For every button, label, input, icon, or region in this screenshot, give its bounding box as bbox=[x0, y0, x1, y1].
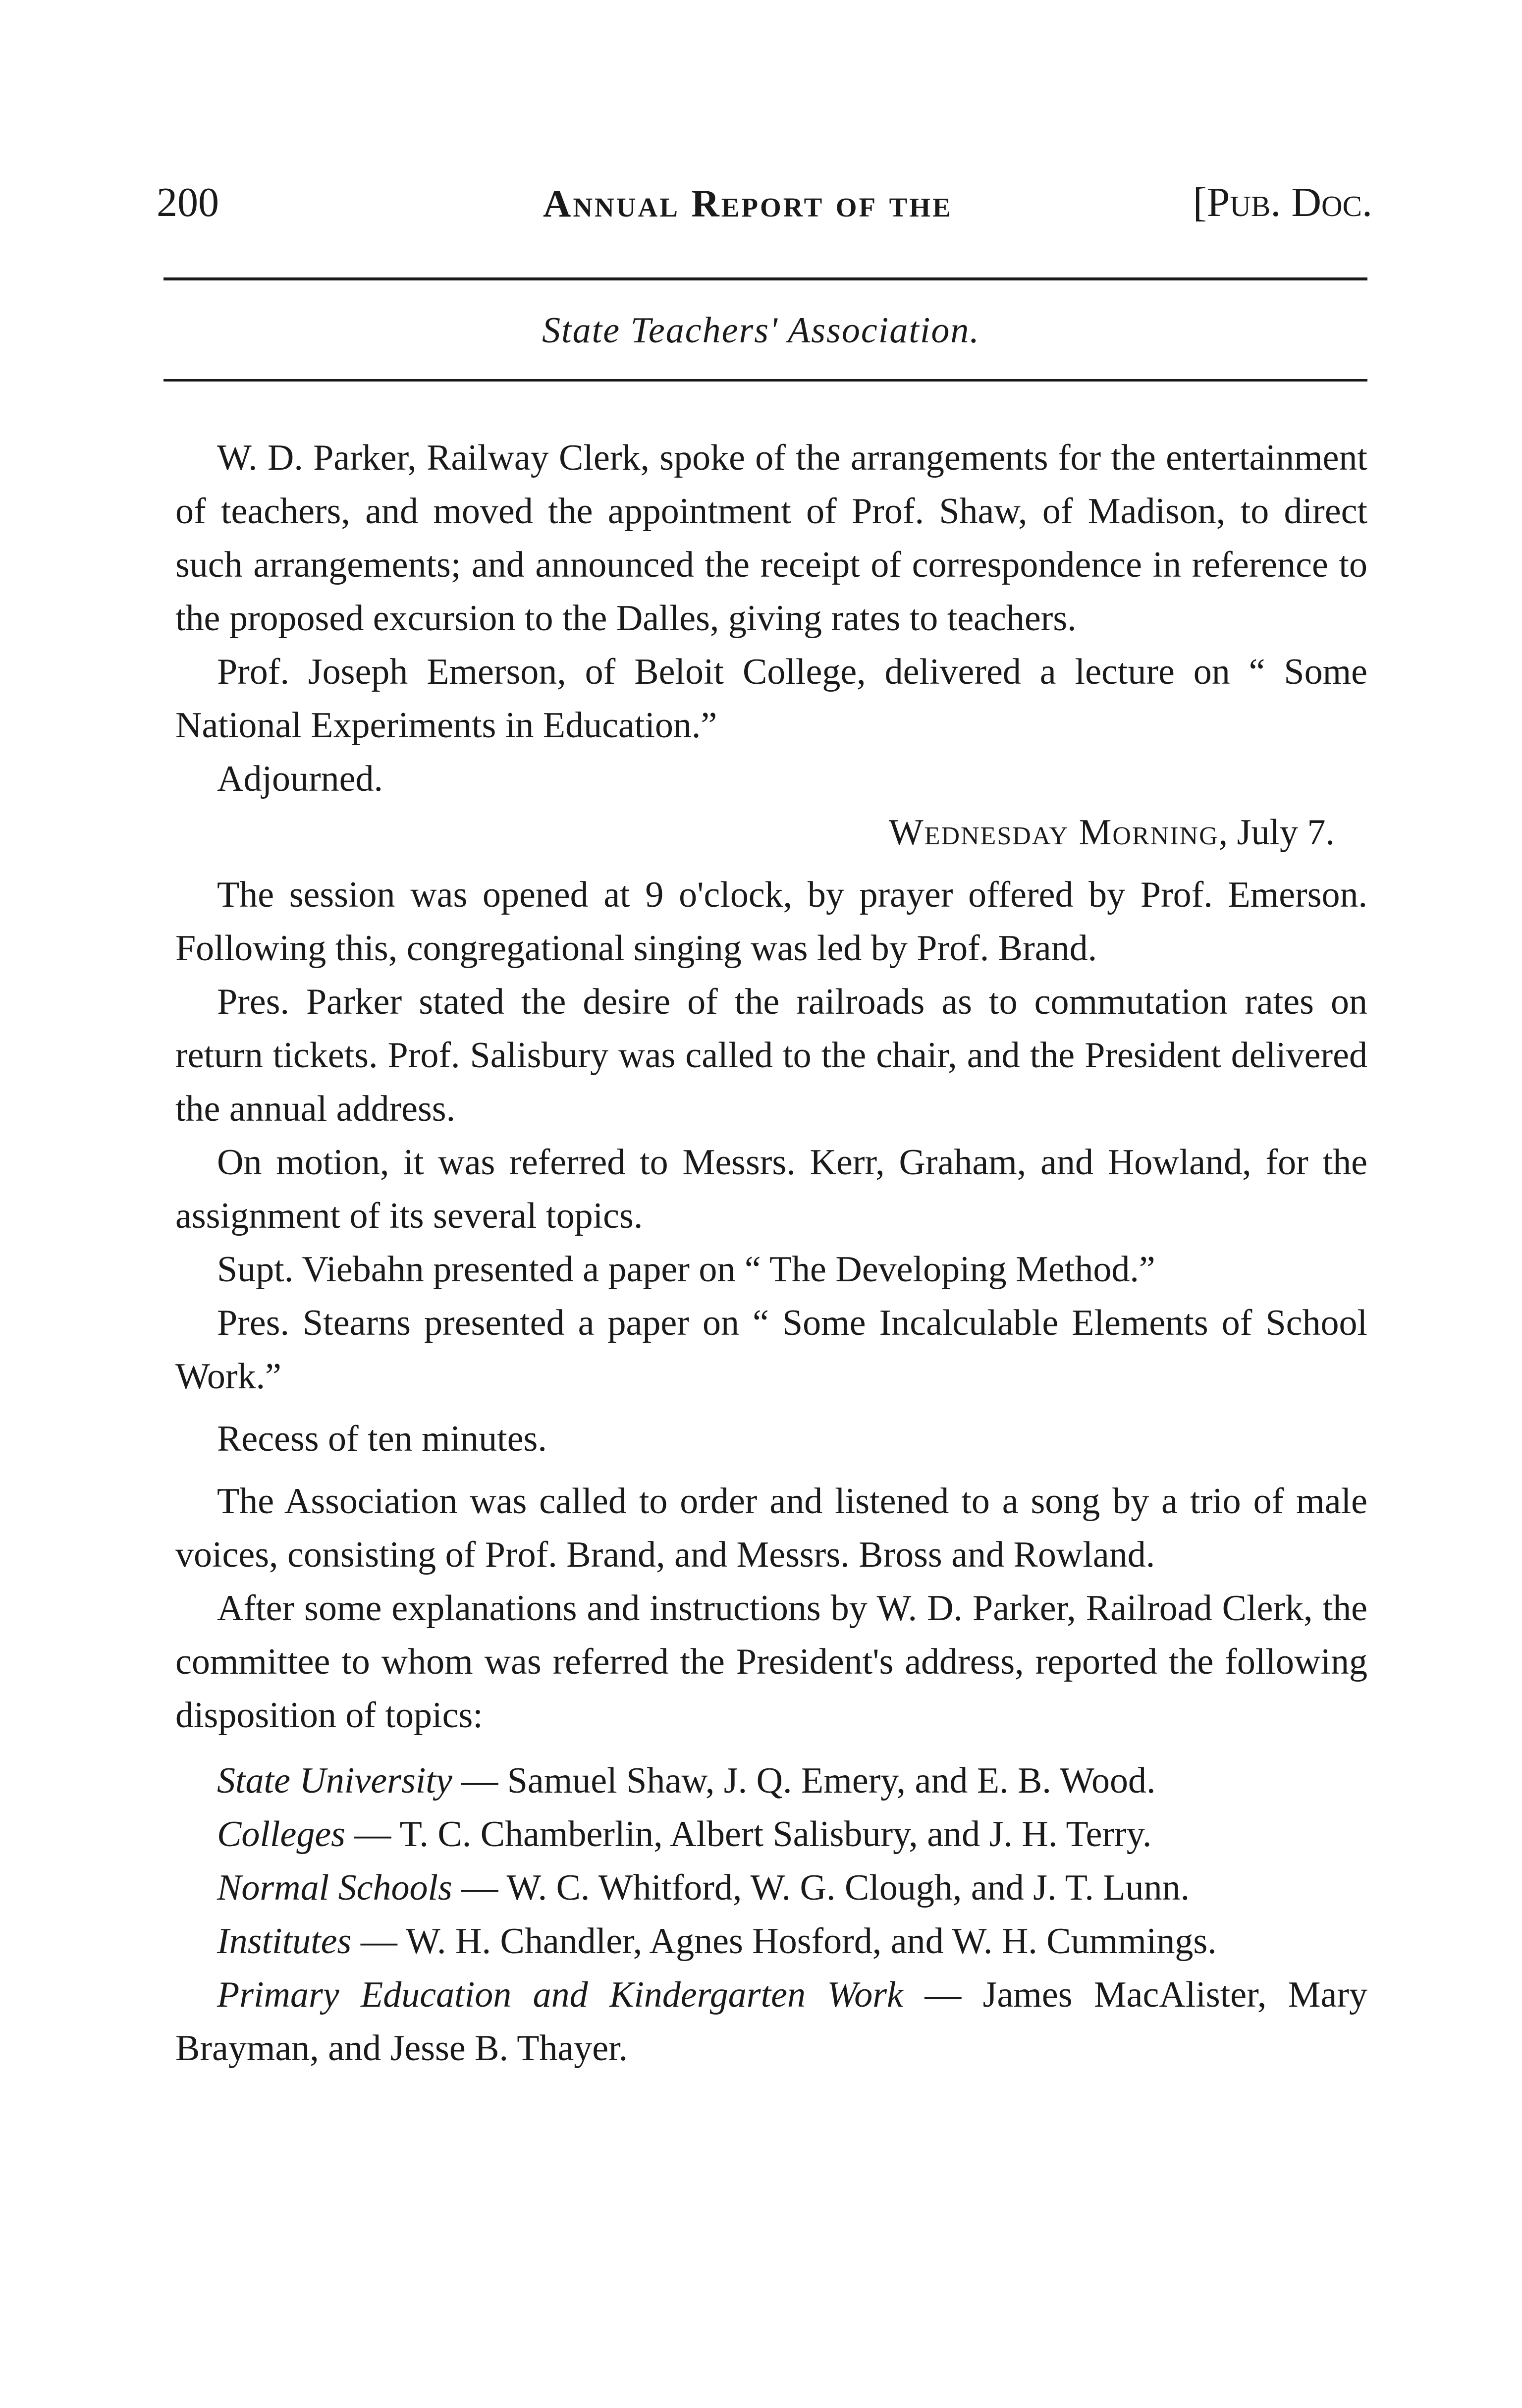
committee-members: — W. H. Chandler, Agnes Hosford, and W. H. Cummings. bbox=[351, 1921, 1217, 1962]
paragraph: Adjourned. bbox=[217, 759, 383, 799]
paragraph: Supt. Viebahn presented a paper on “ The Developing Method.” bbox=[217, 1249, 1155, 1290]
paragraph: Recess of ten minutes. bbox=[217, 1419, 547, 1459]
committee-members: — W. C. Whitford, W. G. Clough, and J. T. Lunn. bbox=[452, 1867, 1190, 1908]
paragraph: W. D. Parker, Railway Clerk, spoke of the arrangements for the entertainment of teachers, and moved the appointment of Prof. Shaw, of Madison, to direct such arrangements; and announced the receipt of correspondence in reference to the proposed excursion to the Dalles, giving rates to teachers. bbox=[175, 438, 1367, 639]
paragraph: The session was opened at 9 o'clock, by prayer offered by Prof. Emerson. Following this, congregational singing was led by Prof. Brand. bbox=[175, 875, 1367, 969]
paragraph: The Association was called to order and listened to a song by a trio of male voices, consisting of Prof. Brand, and Messrs. Bross and Rowland. bbox=[175, 1481, 1367, 1575]
section-rule bbox=[163, 379, 1367, 382]
committee-topic: Institutes bbox=[217, 1921, 352, 1962]
paragraph: Prof. Joseph Emerson, of Beloit College, delivered a lecture on “ Some National Experiments in Education.” bbox=[175, 652, 1367, 746]
committee-entry bbox=[175, 1754, 1367, 1807]
committee-topic: Normal Schools bbox=[217, 1867, 452, 1908]
body-text bbox=[175, 431, 1367, 2075]
committee-topic: Primary Education and Kindergarten Work bbox=[217, 1974, 903, 2015]
committee-topic: State University bbox=[217, 1760, 452, 1801]
document-reference: [Pub. Doc. bbox=[1193, 179, 1372, 225]
header-rule bbox=[163, 277, 1367, 280]
paragraph: After some explanations and instructions by W. D. Parker, Railroad Clerk, the committee to whom was referred the President's address, reported the following disposition of topics: bbox=[175, 1588, 1367, 1736]
committee-entry bbox=[175, 1807, 1367, 1861]
committee-entry bbox=[175, 1915, 1367, 1968]
dateline-day: Wednesday Morning bbox=[888, 812, 1219, 853]
committee-entry bbox=[175, 1861, 1367, 1915]
committee-topic: Colleges bbox=[217, 1814, 345, 1855]
committee-entry bbox=[175, 1968, 1367, 2075]
committee-members: — James MacAlister, Mary Brayman, and Jesse B. Thayer. bbox=[175, 1974, 1367, 2069]
committee-members: — T. C. Chamberlin, Albert Salisbury, and J. H. Terry. bbox=[345, 1814, 1152, 1855]
paragraph: Pres. Parker stated the desire of the railroads as to commutation rates on return tickets. Prof. Salisbury was called to the chair, and the President delivered the annual address. bbox=[175, 982, 1367, 1129]
dateline-date: , July 7. bbox=[1218, 812, 1335, 853]
session-dateline bbox=[175, 806, 1367, 859]
page-header bbox=[157, 178, 1372, 233]
paragraph: Pres. Stearns presented a paper on “ Some Incalculable Elements of School Work.” bbox=[175, 1303, 1367, 1397]
paragraph: On motion, it was referred to Messrs. Kerr, Graham, and Howland, for the assignment of its several topics. bbox=[175, 1142, 1367, 1236]
running-title: Annual Report of the bbox=[543, 182, 953, 225]
page-number: 200 bbox=[157, 179, 219, 225]
section-heading: State Teachers' Association. bbox=[542, 310, 980, 351]
committee-members: — Samuel Shaw, J. Q. Emery, and E. B. Wood. bbox=[452, 1760, 1156, 1801]
